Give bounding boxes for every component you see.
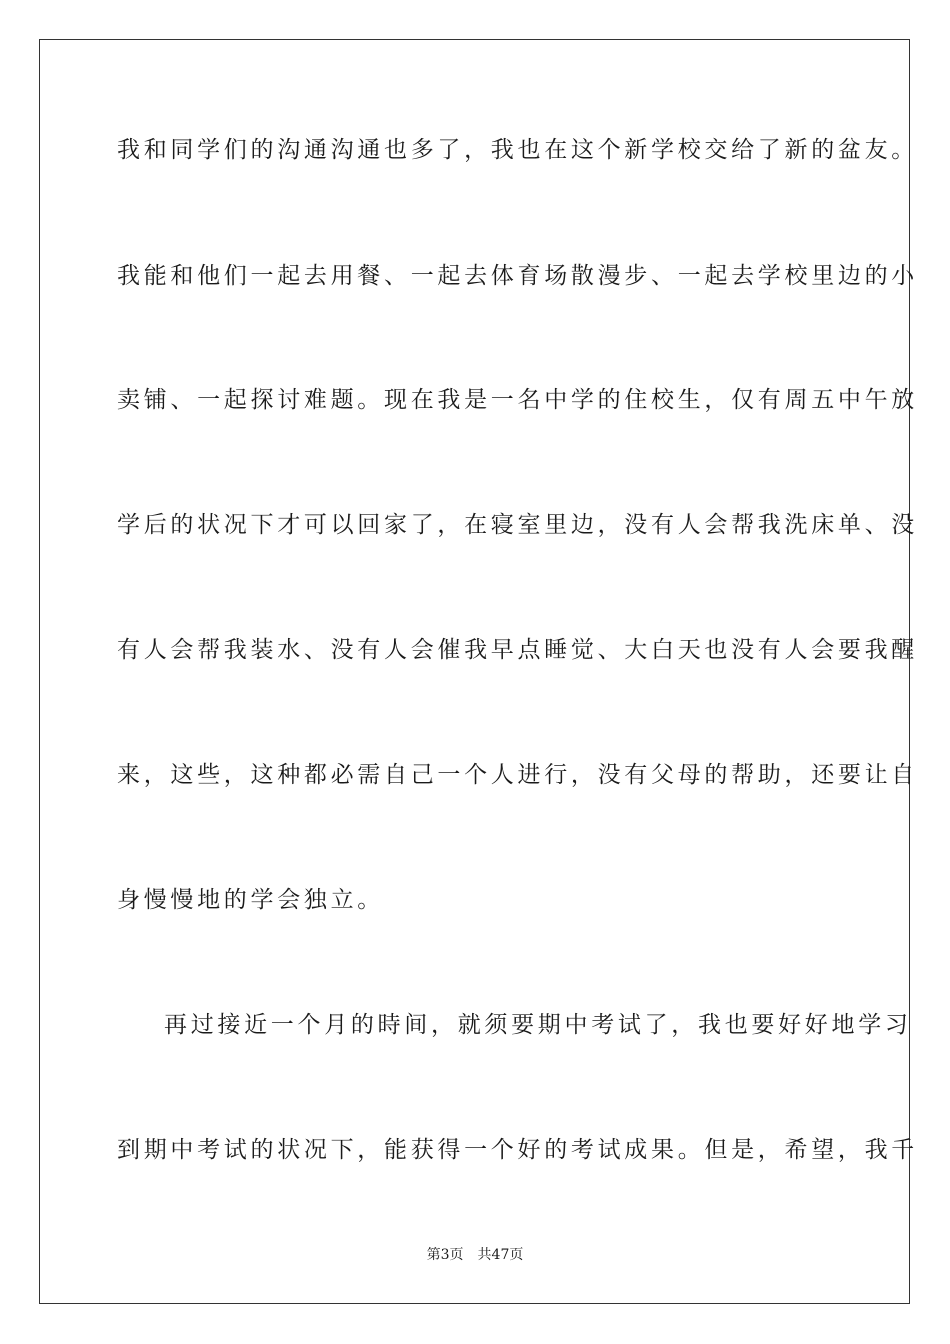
page-number: 第3页 [426,1247,464,1263]
text-line-8-paragraph-start: 再过接近一个月的時间，就须要期中考试了，我也要好好地学习 [164,1012,912,1038]
text-line-5: 有人会帮我装水、没有人会催我早点睡觉、大白天也没有人会要我醒 [117,637,918,663]
page-total: 共47页 [477,1247,524,1263]
text-line-2: 我能和他们一起去用餐、一起去体育场散漫步、一起去学校里边的小 [117,263,918,289]
page-footer [0,1246,950,1264]
text-line-4: 学后的状况下才可以回家了，在寝室里边，没有人会帮我洗床单、没 [117,512,918,538]
text-line-7: 身慢慢地的学会独立。 [117,887,384,913]
text-line-9: 到期中考试的状况下，能获得一个好的考试成果。但是，希望，我千 [117,1137,918,1163]
text-line-1: 我和同学们的沟通沟通也多了，我也在这个新学校交给了新的盆友。 [117,137,918,163]
page-border [39,39,918,1304]
text-line-6: 来，这些，这种都必需自己一个人进行，没有父母的帮助，还要让自 [117,762,918,788]
text-line-3: 卖铺、一起探讨难题。现在我是一名中学的住校生，仅有周五中午放 [117,387,918,413]
